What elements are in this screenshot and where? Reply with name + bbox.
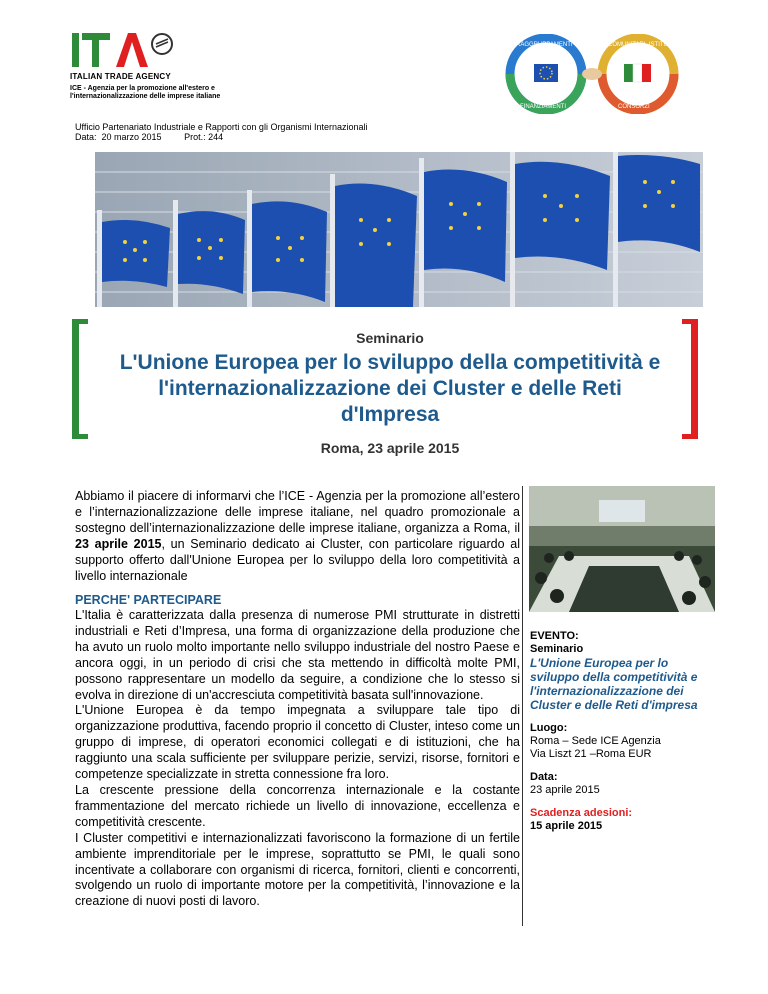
- place-line1: Roma – Sede ICE Agenzia: [530, 735, 661, 747]
- event-title: L'Unione Europea per lo sviluppo della competitività e l'internazionalizzazione dei Cluster e delle Reti d'impresa: [530, 656, 698, 712]
- conference-room-photo: [529, 486, 715, 612]
- intro-paragraph: [75, 488, 520, 584]
- emblem-bottom-right-text: CONSORZI: [618, 104, 650, 110]
- why-paragraph-1: L'Italia è caratterizzata dalla presenza di numerose PMI strutturate in distretti industriali e Reti d’Impresa, una forma di organizzazione della produzione che ha avuto un ruolo molto importante nello sviluppo industriale del nostro Paese e ancora oggi, in un periodo di crisi che sta mettendo in difficoltà molte PMI, possono rappresentare un modello da seguire, a condizione che lo stesso si evolva in direzione di un'accresciuta competitività basata sull'innovazione.: [75, 608, 520, 702]
- emblem-right-text: COMUNITARI, ISTITUZIONI: [608, 42, 684, 48]
- place-date: Roma, 23 aprile 2015: [320, 440, 460, 456]
- emblem-top-text: RAGGRUPPAMENTI: [516, 42, 573, 48]
- agency-name: ITALIAN TRADE AGENCY: [70, 72, 171, 81]
- date-label: Data:: [530, 771, 558, 783]
- place-line2: Via Liszt 21 –Roma EUR: [530, 748, 652, 760]
- intro-text-before: Abbiamo il piacere di informarvi che l’ICE - Agenzia per la promozione all’estero e l’internazionalizzazione delle imprese italiane, nel quadro promozionale a sostegno dell’internazionalizzazione delle imprese italiane, organizza a Roma, il: [75, 489, 520, 535]
- document-date: Data: 20 marzo 2015: [75, 132, 162, 142]
- why-heading: PERCHE' PARTECIPARE: [75, 593, 222, 607]
- why-paragraph-3: La crescente pressione della concorrenza internazionale e la costante frammentazione del mercato richiede un livello di innovazione, eccellenza e competitività crescente.: [75, 782, 520, 829]
- why-paragraph-4: I Cluster competitivi e internazionalizzati favoriscono la formazione di un fertile ambiente imprenditoriale per le imprese, soprattutto se PMI, le quali sono incentivate a collaborare con organismi di ricerca, fornitori, clienti e concorrenti, svolgendo un ruolo di importante motore per la competitività, l’innovazione e la creazione di nuovi posti di lavoro.: [75, 830, 520, 909]
- partnership-emblem: [498, 34, 686, 114]
- office-name: Ufficio Partenariato Industriale e Rapporti con gli Organismi Internazionali: [75, 122, 368, 132]
- why-paragraph-2: L'Unione Europea è da tempo impegnata a sviluppare tale tipo di organizzazione produttiva, facendo proprio il concetto di Cluster, inteso come un gruppo di imprese, di operatori economici collegati e di istituzioni, che ha raggiunto una scala sufficiente per sviluppare perizie, servizi, risorse, fornitori e competenze specializzate in stretta connessione fra loro.: [75, 703, 520, 782]
- emblem-bottom-left-text: FINANZIAMENTI: [520, 104, 566, 110]
- intro-text-after: , un Seminario dedicato ai Cluster, con particolare riguardo al supporto offerto dall'Unione Europea per lo sviluppo della loro competitività a livello internazionale: [75, 537, 520, 583]
- place-label: Luogo:: [530, 722, 568, 734]
- agency-desc-line2: l'internazionalizzazione delle imprese italiane: [70, 93, 221, 100]
- deadline-label: Scadenza adesioni:: [530, 807, 633, 819]
- right-bracket: [682, 319, 698, 439]
- event-type: Seminario: [530, 643, 584, 655]
- protocol-number: Prot.: 244: [184, 132, 224, 142]
- why-body: [75, 608, 520, 910]
- agency-desc-line1: ICE - Agenzia per la promozione all'estero e: [70, 85, 215, 92]
- eu-flags-photo: [95, 152, 703, 307]
- left-bracket: [72, 319, 88, 439]
- office-meta: [75, 132, 223, 143]
- ita-logo: [70, 30, 190, 70]
- seminar-label: Seminario: [356, 330, 424, 346]
- date-value: 23 aprile 2015: [530, 784, 600, 796]
- deadline-value: 15 aprile 2015: [530, 820, 603, 832]
- title-block: [110, 330, 670, 456]
- intro-date: 23 aprile 2015: [75, 537, 162, 551]
- column-divider: [522, 486, 523, 926]
- event-sidebar: [530, 630, 715, 833]
- main-title: L'Unione Europea per lo sviluppo della competitività e l'internazionalizzazione dei Cluster e delle Reti d'Impresa: [119, 351, 661, 426]
- event-label: EVENTO:: [530, 630, 579, 642]
